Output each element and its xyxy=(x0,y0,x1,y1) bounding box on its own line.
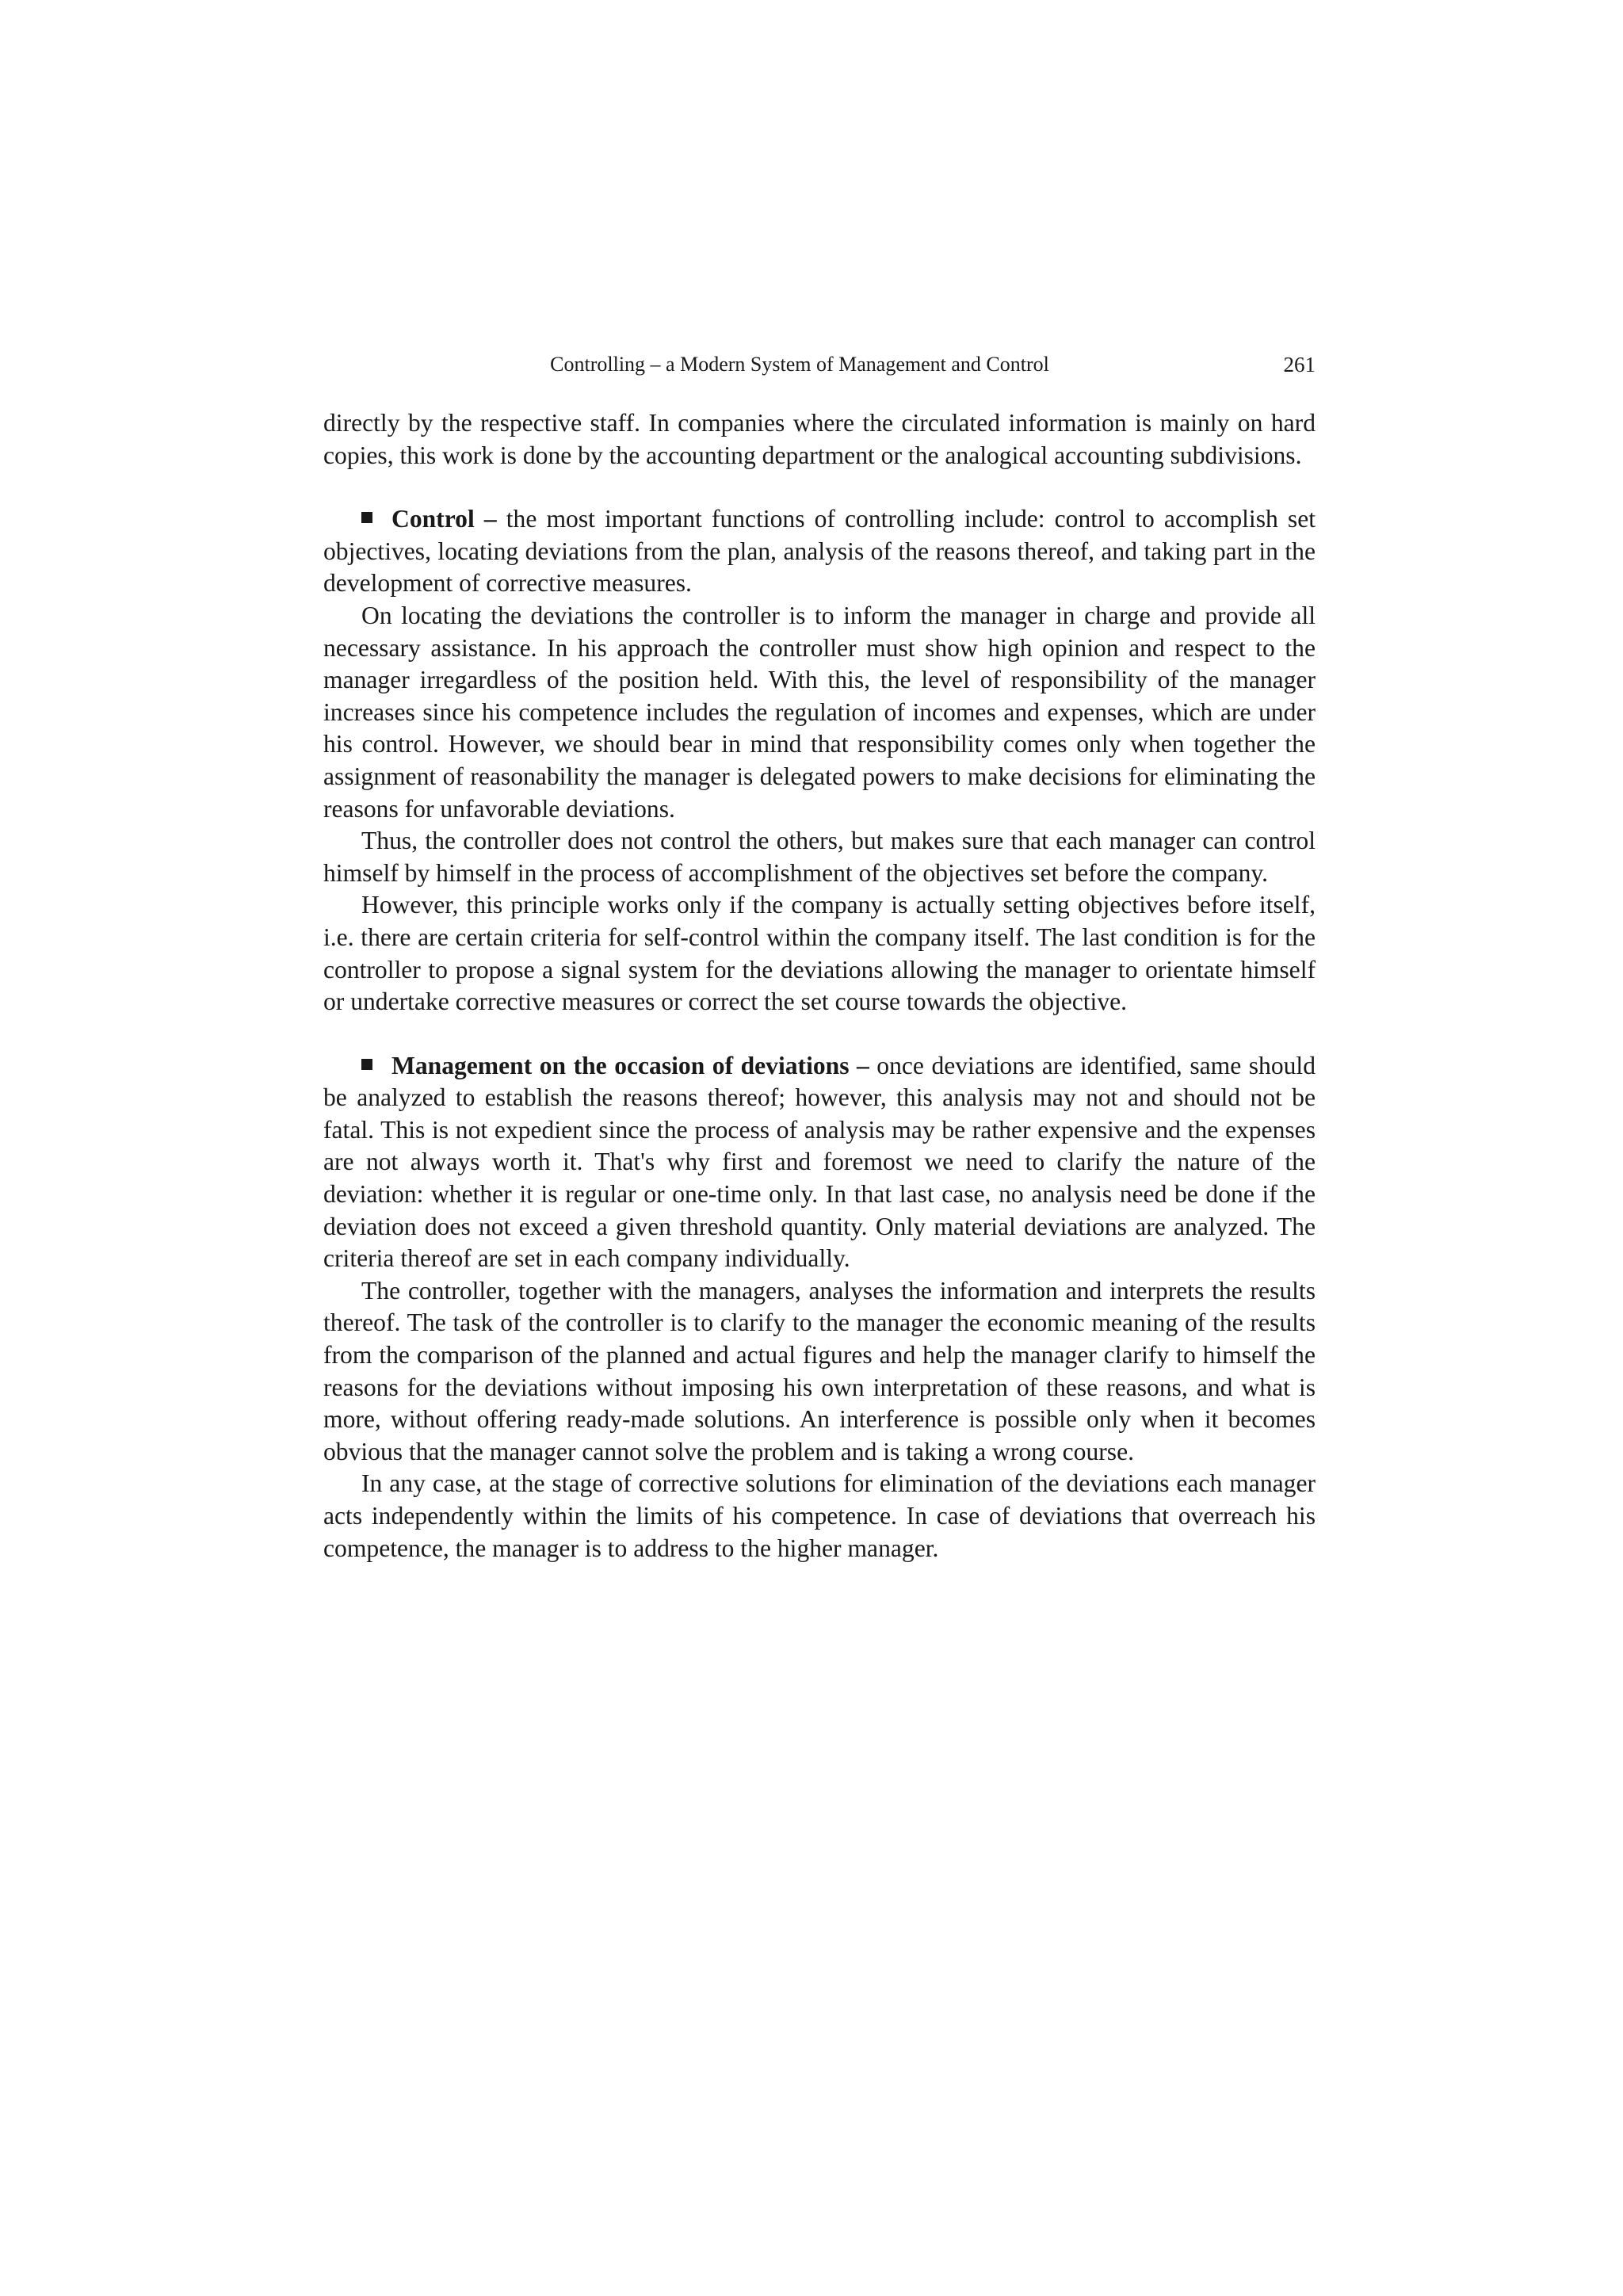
running-title: Controlling – a Modern System of Management and Control xyxy=(550,353,1049,376)
page-number: 261 xyxy=(1283,353,1316,376)
square-bullet-icon xyxy=(361,512,372,523)
square-bullet-icon xyxy=(361,1059,372,1070)
paragraph: directly by the respective staff. In companies where the circulated information is mainly on hard copies, this work is done by the accounting department or the analogical accounting subdivisions. xyxy=(323,409,1316,469)
paragraph: On locating the deviations the controller is to inform the manager in charge and provide all necessary assistance. In his approach the controller must show high opinion and respect to the manager irregardless of the position held. With this, the level of responsibility of the manager increases since his competence includes the regulation of incomes and expenses, which are under his control. However, we should bear in mind that responsibility comes only when together the assignment of reasonability the manager is delegated powers to make decisions for eliminating the reasons for unfavorable deviations. xyxy=(323,601,1316,823)
term-control: Control – xyxy=(391,505,497,533)
term-management: Management on the occasion of deviations – xyxy=(391,1051,869,1079)
paragraph-text: the most important functions of controlling include: control to accomplish set objectives, locating deviations from the plan, analysis of the reasons thereof, and taking part in the development of corrective measures. xyxy=(323,505,1316,598)
paragraph: Thus, the controller does not control the others, but makes sure that each manager can control himself by himself in the process of accomplishment of the objectives set before the company. xyxy=(323,827,1316,887)
paragraph: However, this principle works only if the company is actually setting objectives before itself, i.e. there are certain criteria for self-control within the company itself. The last condition is for the controller to propose a signal system for the deviations allowing the manager to orientate himself or undertake corrective measures or correct the set course towards the objective. xyxy=(323,891,1316,1016)
paragraph: In any case, at the stage of corrective solutions for elimination of the deviations each manager acts independently within the limits of his competence. In case of deviations that overreach his competence, the manager is to address to the higher manager. xyxy=(323,1469,1316,1562)
bullet-item-management xyxy=(323,1050,1316,1275)
text-body xyxy=(323,407,1316,1564)
bullet-item-control xyxy=(323,503,1316,600)
paragraph-text: once deviations are identified, same should be analyzed to establish the reasons thereof; however, this analysis may not and should not be fatal. This is not expedient since the process of analysis may be rather expensive and the expenses are not always worth it. That's why first and foremost we need to clarify the nature of the deviation: whether it is regular or one-time only. In that last case, no analysis need be done if the deviation does not exceed a given threshold quantity. Only material deviations are analyzed. The criteria thereof are set in each company individually. xyxy=(323,1051,1316,1273)
paragraph: The controller, together with the managers, analyses the information and interprets the results thereof. The task of the controller is to clarify to the manager the economic meaning of the results from the comparison of the planned and actual figures and help the manager clarify to himself the reasons for the deviations without imposing his own interpretation of these reasons, and what is more, without offering ready-made solutions. An interference is possible only when it becomes obvious that the manager cannot solve the problem and is taking a wrong course. xyxy=(323,1276,1316,1465)
page-header xyxy=(323,349,1316,380)
